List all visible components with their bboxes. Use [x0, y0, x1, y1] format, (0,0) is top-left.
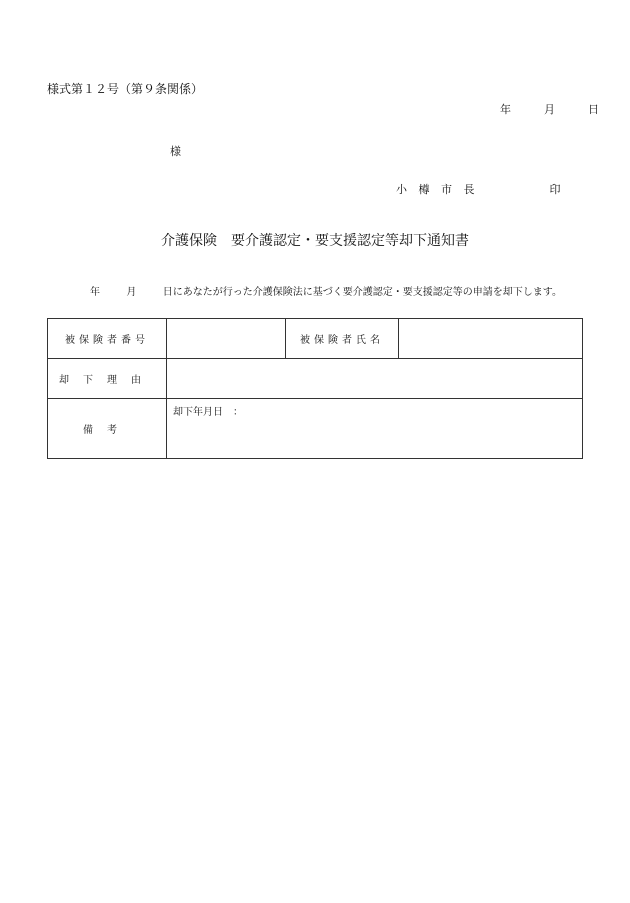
- date-month: 月: [544, 103, 555, 116]
- insured-name-label: 被保険者氏名: [286, 319, 399, 359]
- remarks-field: [167, 399, 583, 459]
- issuer-seal: 印: [549, 183, 561, 196]
- body-year: 年: [90, 287, 100, 298]
- reason-label: 却下理由: [48, 359, 167, 399]
- body-text: 日にあなたが行った介護保険法に基づく要介護認定・要支援認定等の申請を却下します。: [162, 287, 562, 298]
- insured-number-field: [167, 319, 286, 359]
- issue-date: [500, 101, 599, 117]
- notice-table: [47, 318, 583, 459]
- notice-body: [90, 283, 562, 298]
- date-day: 日: [588, 103, 599, 116]
- form-number: 様式第１２号（第９条関係）: [47, 82, 204, 96]
- body-month: 月: [126, 287, 137, 298]
- remarks-label: 備考: [48, 399, 167, 459]
- date-year: 年: [500, 103, 511, 116]
- rejection-date-label: 却下年月日 ：: [173, 407, 243, 418]
- issuer: [396, 181, 561, 197]
- reason-field: [167, 359, 583, 399]
- document-title: 介護保険 要介護認定・要支援認定等却下通知書: [161, 233, 469, 249]
- issuer-name: 小 樽 市 長: [396, 183, 479, 196]
- addressee-suffix: 様: [170, 145, 181, 158]
- insured-number-label: 被保険者番号: [48, 319, 167, 359]
- insured-name-field: [399, 319, 583, 359]
